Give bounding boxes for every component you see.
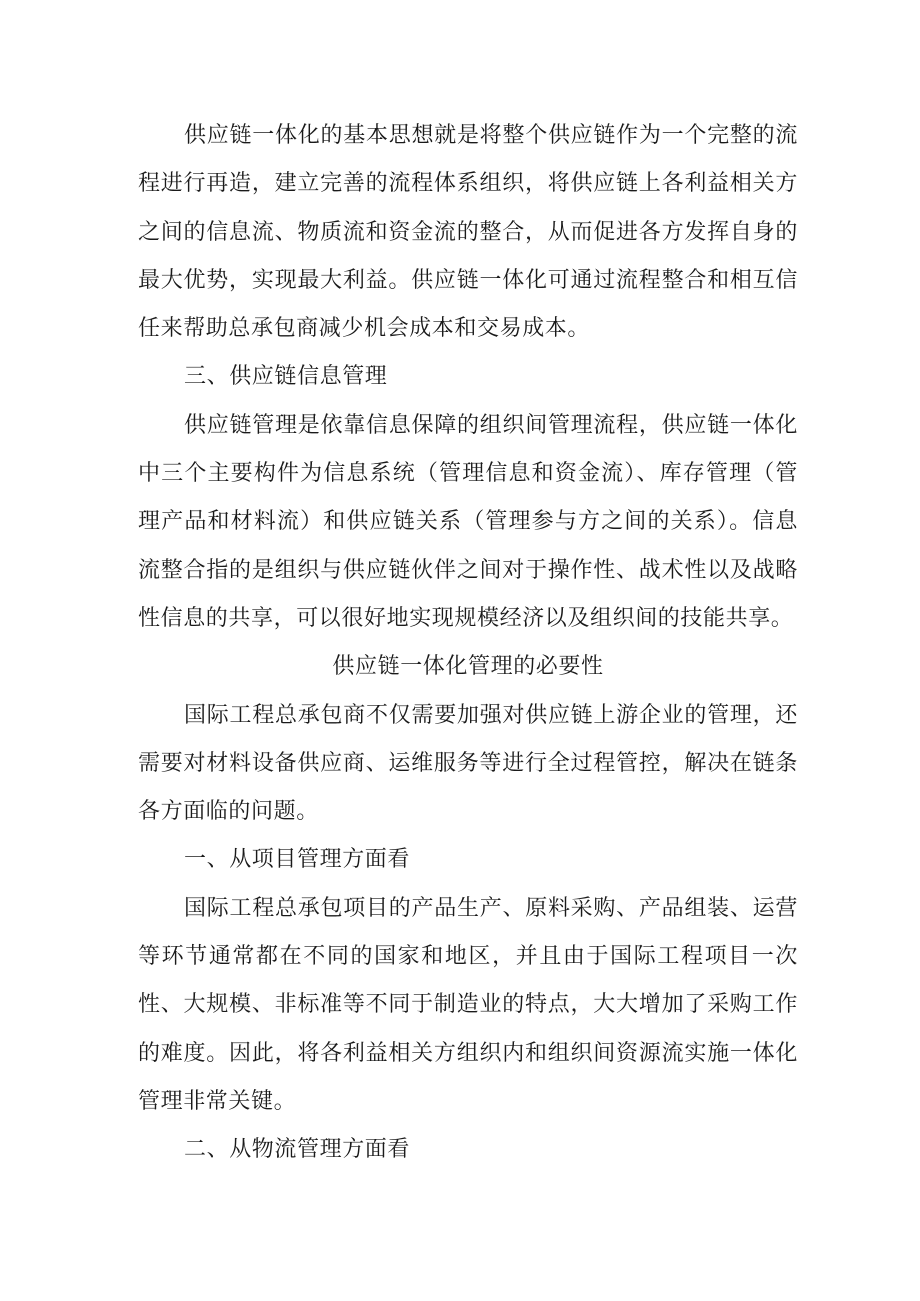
section-title-necessity: 供应链一体化管理的必要性 <box>332 654 604 680</box>
paragraph-contractor-needs: 国际工程总承包商不仅需要加强对供应链上游企业的管理，还需要对材料设备供应商、运维服务等进行全过程管控，解决在链条各方面临的问题。 <box>138 702 798 825</box>
paragraph-project-management: 国际工程总承包项目的产品生产、原料采购、产品组装、运营等环节通常都在不同的国家和地区，并且由于国际工程项目一次性、大规模、非标准等不同于制造业的特点，大大增加了采购工作的难度。因此，将各利益相关方组织内和组织间资源流实施一体化管理非常关键。 <box>138 895 798 1114</box>
paragraph-information-management: 供应链管理是依靠信息保障的组织间管理流程，供应链一体化中三个主要构件为信息系统（管理信息和资金流）、库存管理（管理产品和材料流）和供应链关系（管理参与方之间的关系）。信息流整合指的是组织与供应链伙伴之间对于操作性、战术性以及战略性信息的共享，可以很好地实现规模经济以及组织间的技能共享。 <box>138 412 798 631</box>
section-heading-information-management: 三、供应链信息管理 <box>184 364 388 390</box>
section-heading-project-management: 一、从项目管理方面看 <box>184 847 411 873</box>
section-heading-logistics-management: 二、从物流管理方面看 <box>184 1137 411 1163</box>
paragraph-integration-concept: 供应链一体化的基本思想就是将整个供应链作为一个完整的流程进行再造，建立完善的流程体系组织，将供应链上各利益相关方之间的信息流、物质流和资金流的整合，从而促进各方发挥自身的最大优势，实现最大利益。供应链一体化可通过流程整合和相互信任来帮助总承包商减少机会成本和交易成本。 <box>138 123 798 342</box>
document-body <box>138 112 798 1175</box>
